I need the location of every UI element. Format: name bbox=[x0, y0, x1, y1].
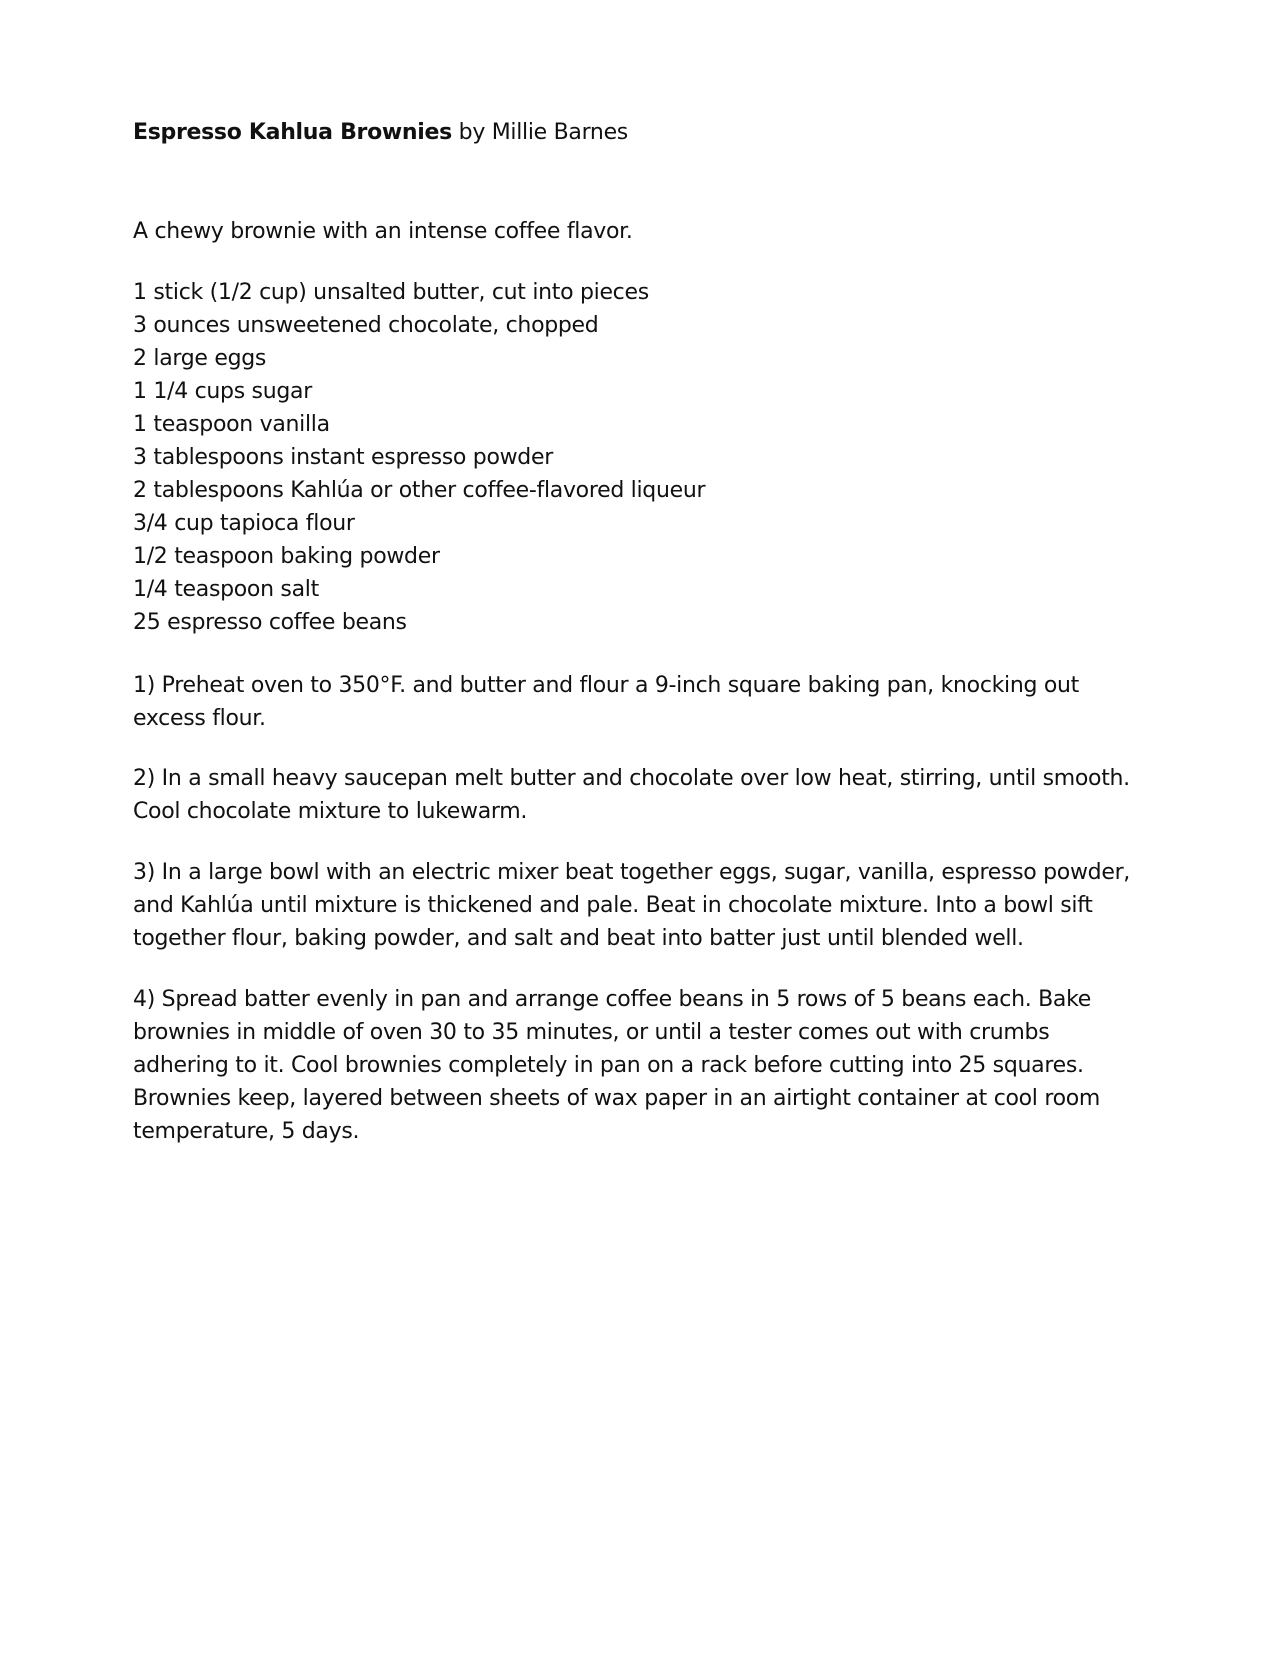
step-1-line: 1) Preheat oven to 350°F. and butter and flour a 9-inch square baking pan, knocking out bbox=[133, 673, 1079, 698]
step-4-line: Brownies keep, layered between sheets of wax paper in an airtight container at cool room bbox=[133, 1086, 1101, 1111]
recipe-title bbox=[133, 116, 628, 149]
ingredient-item: 1 teaspoon vanilla bbox=[133, 412, 330, 437]
ingredient-item: 25 espresso coffee beans bbox=[133, 610, 407, 635]
ingredient-item: 3/4 cup tapioca flour bbox=[133, 511, 355, 536]
ingredient-item: 3 tablespoons instant espresso powder bbox=[133, 445, 553, 470]
ingredient-item: 1 1/4 cups sugar bbox=[133, 379, 312, 404]
recipe-name: Espresso Kahlua Brownies bbox=[133, 120, 452, 145]
recipe-description: A chewy brownie with an intense coffee flavor. bbox=[133, 219, 633, 244]
ingredient-item: 2 large eggs bbox=[133, 346, 267, 371]
recipe-author: by Millie Barnes bbox=[458, 120, 628, 145]
step-4-line: 4) Spread batter evenly in pan and arrange coffee beans in 5 rows of 5 beans each. Bake bbox=[133, 987, 1091, 1012]
step-4-line: brownies in middle of oven 30 to 35 minutes, or until a tester comes out with crumbs bbox=[133, 1020, 1050, 1045]
step-1-line: excess flour. bbox=[133, 706, 266, 731]
step-3-line: 3) In a large bowl with an electric mixer beat together eggs, sugar, vanilla, espresso powder, bbox=[133, 860, 1131, 885]
ingredient-item: 3 ounces unsweetened chocolate, chopped bbox=[133, 313, 599, 338]
ingredient-item: 1/4 teaspoon salt bbox=[133, 577, 319, 602]
step-4-line: adhering to it. Cool brownies completely in pan on a rack before cutting into 25 squares. bbox=[133, 1053, 1084, 1078]
step-2-line: 2) In a small heavy saucepan melt butter and chocolate over low heat, stirring, until smooth. bbox=[133, 766, 1130, 791]
ingredient-item: 1 stick (1/2 cup) unsalted butter, cut into pieces bbox=[133, 280, 649, 305]
step-4-line: temperature, 5 days. bbox=[133, 1119, 360, 1144]
step-3-line: and Kahlúa until mixture is thickened and pale. Beat in chocolate mixture. Into a bowl sift bbox=[133, 893, 1093, 918]
step-3-line: together flour, baking powder, and salt and beat into batter just until blended well. bbox=[133, 926, 1024, 951]
step-2-line: Cool chocolate mixture to lukewarm. bbox=[133, 799, 528, 824]
ingredient-item: 2 tablespoons Kahlúa or other coffee-flavored liqueur bbox=[133, 478, 706, 503]
ingredient-item: 1/2 teaspoon baking powder bbox=[133, 544, 440, 569]
